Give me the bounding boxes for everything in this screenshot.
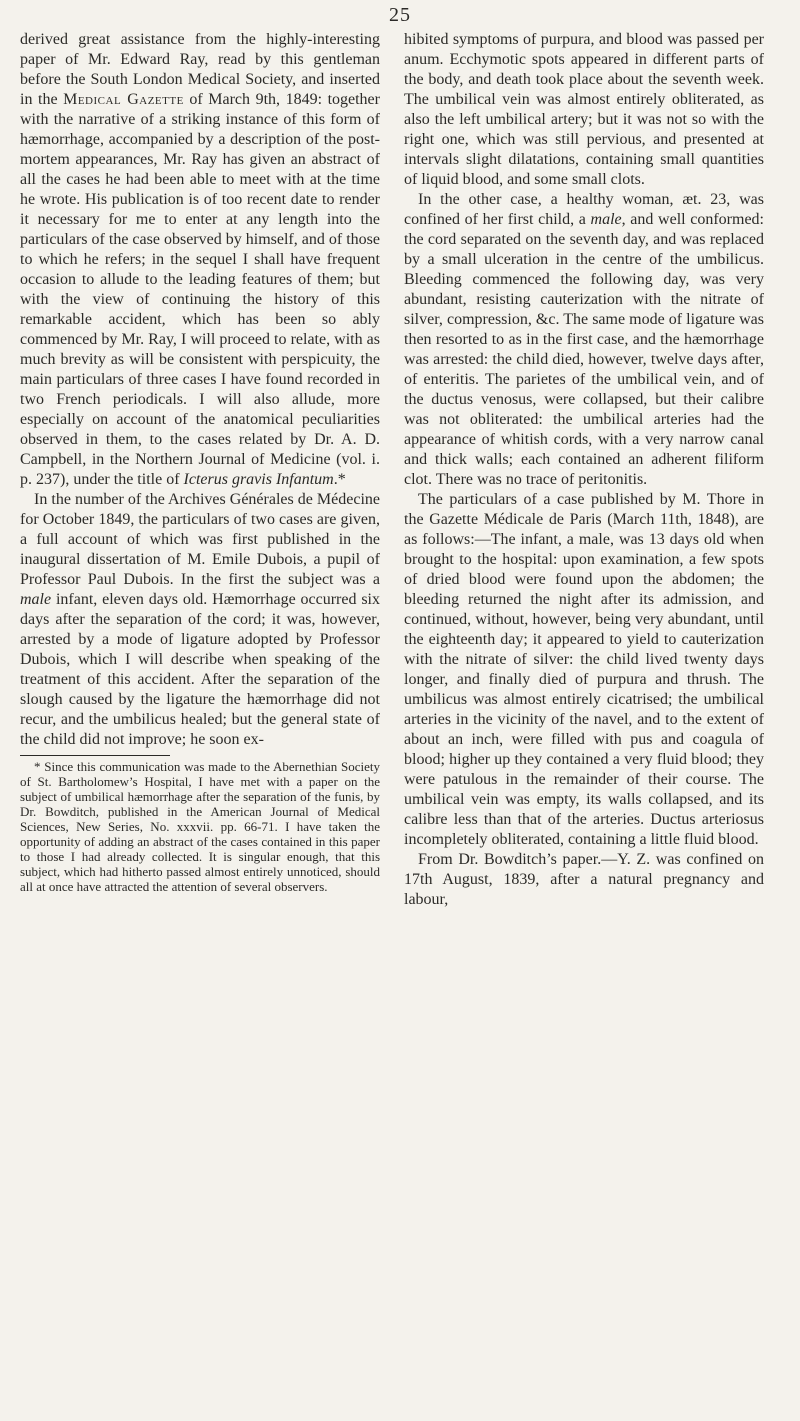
- right-paragraph-3: The particulars of a case published by M. Thore in the Gazette Médicale de Paris (March 11th, 1848), are as follows:—The infant, a male, was 13 days old when brought to the hospital: upon examination, a few spots of dried blood were found upon the abdomen; the bleeding returned the night after its admission, and continued, without, however, being very abundant, until the eighteenth day; it appeared to yield to cauterization with the nitrate of silver: the child lived twenty days longer, and finally died of purpura and thrush. The umbilicus was almost entirely cicatrised; the umbilical arteries in the vicinity of the navel, and to the extent of about an inch, were filled with pus and coagula of blood; higher up they contained a very fluid blood; they were patulous in the remainder of their course. The umbilical vein was empty, its walls collapsed, and its calibre less than that of the arteries. Ductus arteriosus incompletely obliterated, containing a little fluid blood.: [404, 491, 764, 848]
- left-paragraph-1: [20, 30, 380, 490]
- left-p2-text-a: In the number of the Archives Générales de Médecine for October 1849, the particulars of two cases are given, a full account of which was first published in the inaugural dissertation of M. Emile Dubois, a pupil of Professor Paul Dubois. In the first the subject was a: [20, 491, 380, 588]
- right-paragraph-4: From Dr. Bowditch’s paper.—Y. Z. was confined on 17th August, 1839, after a natural pregnancy and labour,: [404, 851, 764, 908]
- right-p2-text-b: , and well conformed: the cord separated on the seventh day, and was replaced by a small ulceration in the centre of the umbilicus. Bleeding commenced the following day, was very abundant, resisting cauterization with the nitrate of silver, compression, &c. The same mode of ligature was then resorted to as in the first case, and the hæmorrhage was arrested: the child died, however, twelve days after, of enteritis. The parietes of the umbilical vein, and of the ductus venosus, were collapsed, but their calibre was not obliterated: the umbilical arteries had the appearance of whitish cords, with a very narrow canal and thick walls; each contained an adherent filiform clot. There was no trace of peritonitis.: [404, 211, 764, 488]
- right-paragraph-2: [404, 190, 764, 490]
- left-p1-text-b: of March 9th, 1849: together with the narrative of a striking instance of this form of hæmorrhage, accompanied by a description of the post-mortem appearances, Mr. Ray has given an abstract of all the cases he had been able to meet with at the time he wrote. His publication is of too recent date to render it necessary for me to enter at any length into the particulars of the case observed by himself, and of those to which he refers; in the sequel I shall have frequent occasion to allude to the leading features of them; but with the view of continuing the history of this remarkable accident, which has been so ably commenced by Mr. Ray, I will proceed to relate, with as much brevity as will be consistent with perspicuity, the main particulars of three cases I have found recorded in two French periodicals. I will also allude, more especially on account of the anatomical peculiarities observed in them, to the cases related by Dr. A. D. Campbell, in the Northern Journal of Medicine (vol. i. p. 237), under the title of: [20, 91, 380, 488]
- left-p2-text-b: infant, eleven days old. Hæmorrhage occurred six days after the separation of the cord; it was, however, arrested by a mode of ligature adopted by Professor Dubois, which I will describe when speaking of the treatment of this accident. After the separation of the slough caused by the ligature the hæmorrhage did not recur, and the umbilicus healed; but the general state of the child did not improve; he soon ex-: [20, 591, 380, 748]
- left-column: [20, 30, 380, 894]
- right-p2-text-a: In the other case, a healthy woman, æt. 23, was confined of her first child, a: [404, 191, 764, 228]
- page-number: 25: [389, 4, 411, 26]
- footnote: * Since this communication was made to the Abernethian Society of St. Bartholomew’s Hospital, I have met with a paper on the subject of umbilical hæmorrhage after the separation of the funis, by Dr. Bowditch, published in the American Journal of Medical Sciences, New Series, No. xxxvii. pp. 66-71. I have taken the opportunity of adding an abstract of the cases contained in this paper to those I had already collected. It is singular enough, that this subject, which had hitherto passed almost entirely unnoticed, should all at once have attracted the attention of several observers.: [20, 759, 380, 894]
- right-column: [404, 30, 764, 910]
- left-paragraph-2: [20, 490, 380, 750]
- icterus-title: Icterus gravis Infantum: [183, 471, 334, 488]
- journal-name-medical-gazette: Medical Gazette: [63, 91, 184, 108]
- left-p2-male: male: [20, 591, 52, 608]
- right-p2-male: male: [590, 211, 622, 228]
- right-paragraph-1: hibited symptoms of purpura, and blood was passed per anum. Ecchymotic spots appeared in different parts of the body, and death took place about the seventh week. The umbilical vein was almost entirely obliterated, as also the left umbilical artery; but it was not so with the right one, which was still pervious, and presented at intervals slight dilatations, containing small quantities of liquid blood, and some small clots.: [404, 31, 764, 188]
- footnote-mark: .*: [333, 471, 346, 488]
- left-p1-text-a: derived great assistance from the highly-interesting paper of Mr. Edward Ray, read by this gentleman before the South London Medical Society, and inserted in the: [20, 31, 380, 108]
- footnote-divider: [20, 755, 170, 756]
